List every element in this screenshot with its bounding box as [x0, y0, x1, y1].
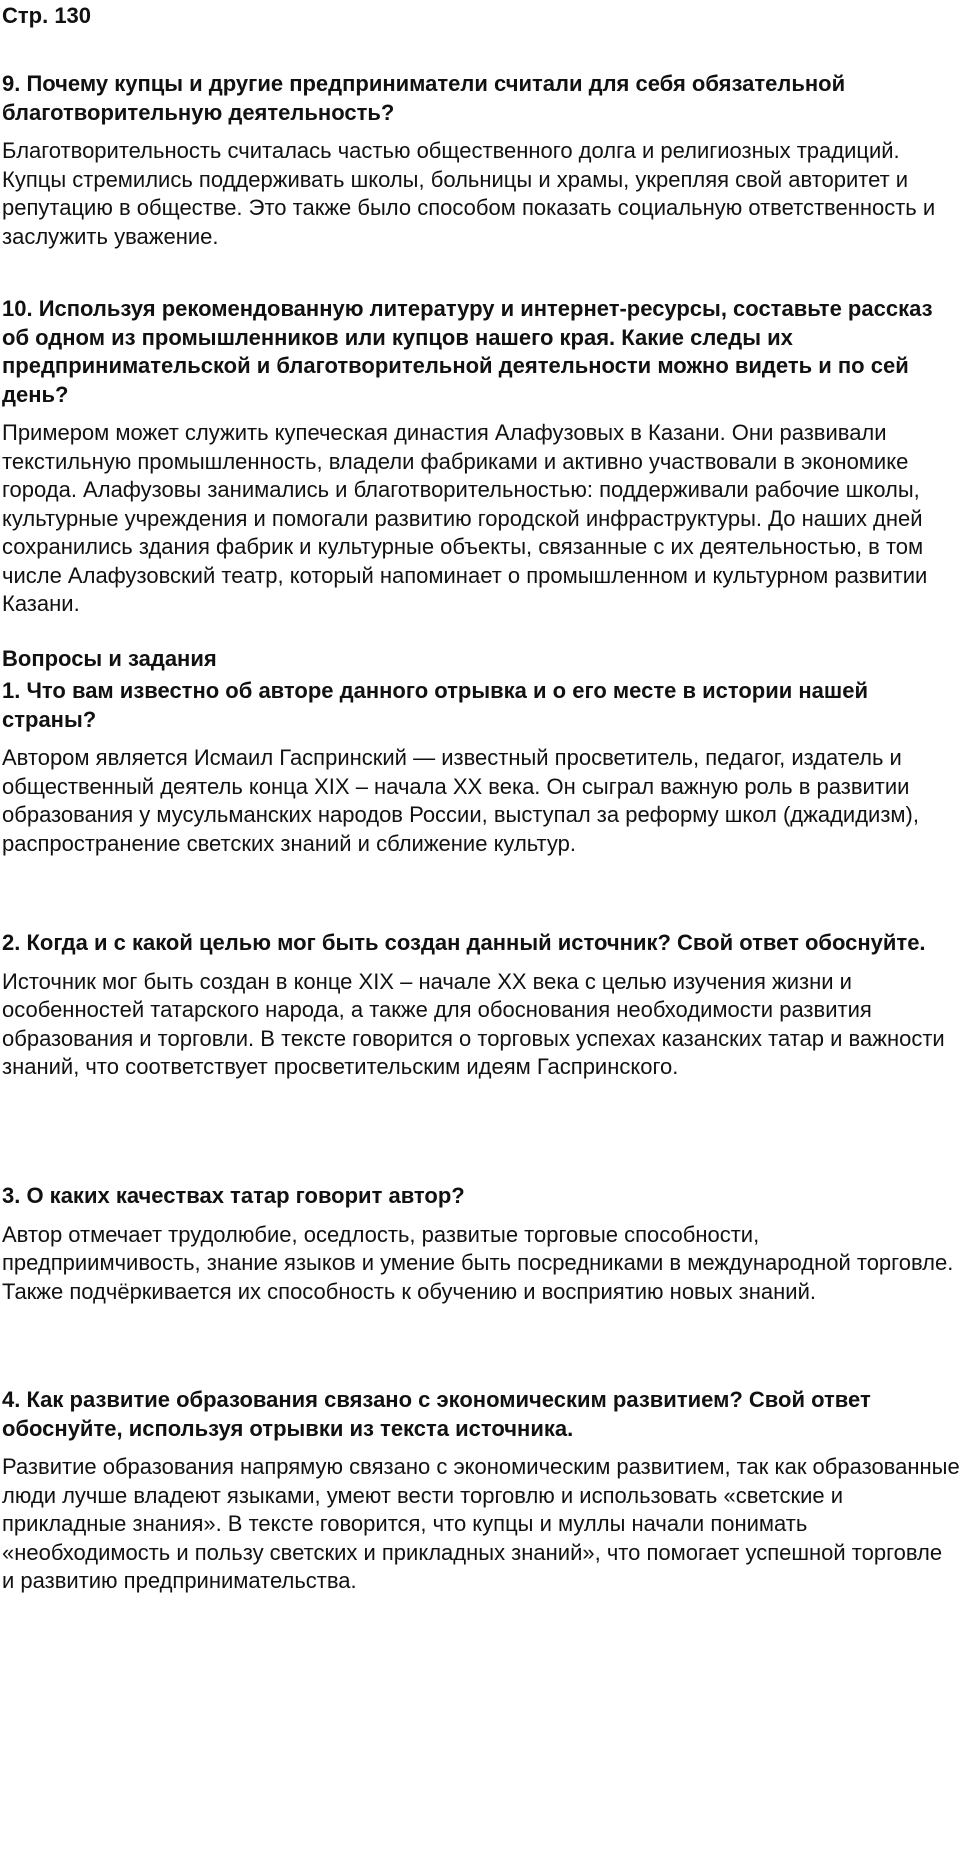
question-9-text: 9. Почему купцы и другие предприниматели считали для себя обязательной благотворительную деятельность? — [2, 71, 846, 125]
section-answer-4-text: Развитие образования напрямую связано с экономическим развитием, так как образованные люди лучше владеют языками, умеют вести торговлю и использовать «светские и прикладные знания». В тексте говорится, что купцы и муллы начали понимать «необходимость и пользу светских и прикладных знаний», что помогает успешной торговле и развитию предпринимательства. — [2, 1454, 960, 1593]
section-question-2-text: 2. Когда и с какой целью мог быть создан данный источник? Свой ответ обоснуйте. — [2, 930, 926, 955]
section-question-block-1 — [2, 677, 960, 858]
section-question-3-text: 3. О каких качествах татар говорит автор? — [2, 1183, 465, 1208]
question-10-text: 10. Используя рекомендованную литературу и интернет-ресурсы, составьте рассказ об одном из промышленников или купцов нашего края. Какие следы их предпринимательской и благотворительной деятельности можно видеть и по сей день? — [2, 296, 933, 407]
section-heading-block — [2, 645, 960, 673]
question-block-10 — [2, 295, 960, 619]
section-question-1-text: 1. Что вам известно об авторе данного отрывка и о его месте в истории нашей страны? — [2, 678, 868, 732]
section-title: Вопросы и задания — [2, 646, 217, 671]
section-question-block-2 — [2, 929, 960, 1082]
page-number-label: Стр. 130 — [2, 3, 92, 28]
section-question-block-3 — [2, 1182, 960, 1306]
section-question-block-4 — [2, 1386, 960, 1596]
answer-9-text: Благотворительность считалась частью общественного долга и религиозных традиций. Купцы стремились поддерживать школы, больницы и храмы, укрепляя свой авторитет и репутацию в обществе. Это также было способом показать социальную ответственность и заслужить уважение. — [2, 138, 936, 249]
section-answer-1-text: Автором является Исмаил Гаспринский — известный просветитель, педагог, издатель и общественный деятель конца XIX – начала XX века. Он сыграл важную роль в развитии образования у мусульманских народов России, выступал за реформу школ (джадидизм), распространение светских знаний и сближение культур. — [2, 745, 919, 856]
answer-10-text: Примером может служить купеческая династия Алафузовых в Казани. Они развивали текстильную промышленность, владели фабриками и активно участвовали в экономике города. Алафузовы занимались и благотворительностью: поддерживали рабочие школы, культурные учреждения и помогали развитию городской инфраструктуры. До наших дней сохранились здания фабрик и культурные объекты, связанные с их деятельностью, в том числе Алафузовский театр, который напоминает о промышленном и культурном развитии Казани. — [2, 420, 928, 616]
question-block-9 — [2, 70, 960, 251]
section-question-4-text: 4. Как развитие образования связано с экономическим развитием? Свой ответ обоснуйте, используя отрывки из текста источника. — [2, 1387, 871, 1441]
section-answer-3-text: Автор отмечает трудолюбие, оседлость, развитые торговые способности, предприимчивость, знание языков и умение быть посредниками в международной торговле. Также подчёркивается их способность к обучению и восприятию новых знаний. — [2, 1221, 954, 1304]
section-answer-2-text: Источник мог быть создан в конце XIX – начале XX века с целью изучения жизни и особенностей татарского народа, а также для обоснования необходимости развития образования и торговли. В тексте говорится о торговых успехах казанских татар и важности знаний, что соответствует просветительским идеям Гаспринского. — [2, 968, 945, 1079]
